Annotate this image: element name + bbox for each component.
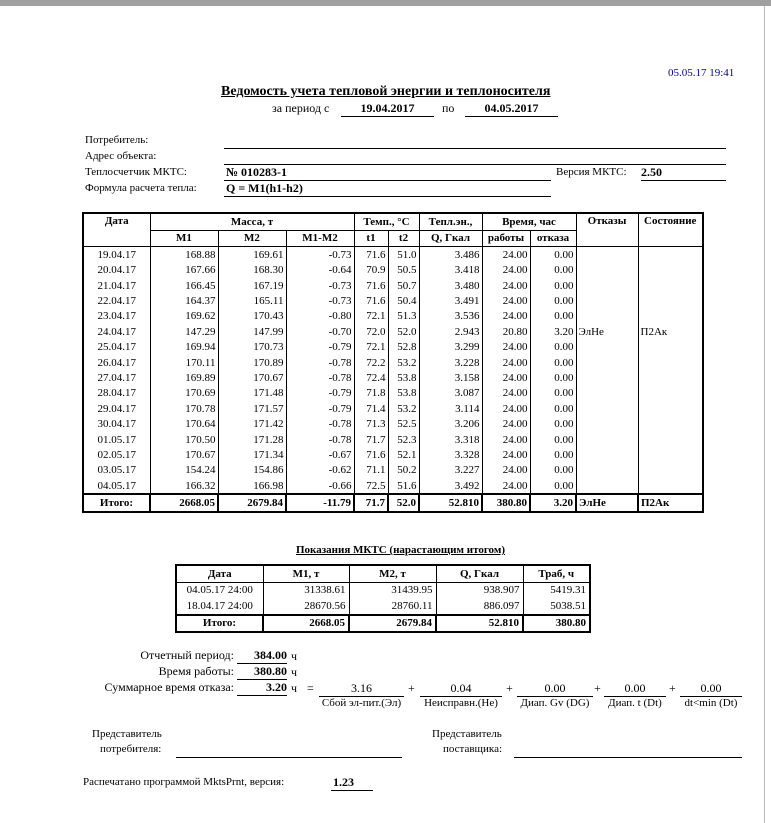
row-fail: 0.00 xyxy=(530,247,576,263)
window-top-border xyxy=(0,0,771,6)
row-m2: 166.98 xyxy=(218,478,286,494)
row-m2: 171.57 xyxy=(218,401,286,416)
row-m1: 168.88 xyxy=(150,247,218,263)
mkts-cell-date: 18.04.17 24:00 xyxy=(176,598,263,615)
row-date: 01.05.17 xyxy=(83,432,150,447)
row-work: 24.00 xyxy=(482,247,530,263)
part-dtmin-caption: dt<min (Dt) xyxy=(684,697,738,709)
part-dt-caption: Диап. t (Dt) xyxy=(608,697,662,709)
row-m1m2: -0.78 xyxy=(286,432,354,447)
table-row xyxy=(83,478,703,494)
mkts-title: Показания МКТС (нарастающим итогом) xyxy=(296,544,505,556)
row-failures xyxy=(576,447,638,462)
col-temp: Темп., °С xyxy=(354,213,419,230)
row-state xyxy=(638,293,703,308)
row-m2: 169.61 xyxy=(218,247,286,263)
mkts-cell-date: 04.05.17 24:00 xyxy=(176,582,263,598)
row-fail: 3.20 xyxy=(530,324,576,339)
mkts-row xyxy=(176,582,590,598)
row-t2: 53.8 xyxy=(388,370,419,385)
table-row xyxy=(83,340,703,355)
row-t2: 50.7 xyxy=(388,278,419,293)
row-work: 24.00 xyxy=(482,416,530,431)
table-row xyxy=(83,447,703,462)
row-t1: 72.1 xyxy=(354,309,388,324)
row-t1: 72.4 xyxy=(354,370,388,385)
row-t2: 51.3 xyxy=(388,309,419,324)
row-q: 3.418 xyxy=(419,263,482,278)
mk-col-m2: M2, т xyxy=(349,565,436,582)
row-state xyxy=(638,278,703,293)
mk-col-t: Траб, ч xyxy=(523,565,590,582)
report-period-label: Отчетный период: xyxy=(140,648,234,662)
mkts-cell-q: 886.097 xyxy=(436,598,523,615)
table-row xyxy=(83,293,703,308)
part-el-caption: Сбой эл-пит.(Эл) xyxy=(321,697,402,709)
total-m1m2: -11.79 xyxy=(286,494,354,511)
row-q: 3.114 xyxy=(419,401,482,416)
formula-line xyxy=(224,196,551,197)
row-t2: 53.8 xyxy=(388,386,419,401)
row-date: 29.04.17 xyxy=(83,401,150,416)
row-t1: 71.6 xyxy=(354,447,388,462)
row-t1: 72.5 xyxy=(354,478,388,494)
col-mass: Масса, т xyxy=(150,213,354,230)
row-work: 24.00 xyxy=(482,463,530,478)
row-t2: 52.8 xyxy=(388,340,419,355)
row-m1: 166.32 xyxy=(150,478,218,494)
total-state: П2Ак xyxy=(638,494,703,511)
row-work: 24.00 xyxy=(482,309,530,324)
row-t1: 71.6 xyxy=(354,247,388,263)
plus-3: + xyxy=(594,681,601,695)
row-failures xyxy=(576,355,638,370)
mkts-row xyxy=(176,598,590,615)
footer-label: Распечатано программой MktsPrnt, версия: xyxy=(83,776,285,788)
row-failures xyxy=(576,370,638,385)
version-value: 2.50 xyxy=(641,165,726,181)
mkts-cell-m2: 28760.11 xyxy=(349,598,436,615)
row-fail: 0.00 xyxy=(530,447,576,462)
row-q: 3.480 xyxy=(419,278,482,293)
row-m1m2: -0.78 xyxy=(286,370,354,385)
mkts-total-t: 380.80 xyxy=(523,615,590,633)
row-failures xyxy=(576,463,638,478)
row-failures xyxy=(576,309,638,324)
row-q: 3.486 xyxy=(419,247,482,263)
row-failures xyxy=(576,478,638,494)
row-t2: 51.6 xyxy=(388,478,419,494)
row-m1: 169.89 xyxy=(150,370,218,385)
row-m2: 171.28 xyxy=(218,432,286,447)
row-t2: 53.2 xyxy=(388,401,419,416)
total-label: Итого: xyxy=(83,494,150,511)
row-work: 20.80 xyxy=(482,324,530,339)
row-failures xyxy=(576,432,638,447)
period-from-value: 19.04.2017 xyxy=(341,101,434,117)
row-t1: 72.2 xyxy=(354,355,388,370)
row-m2: 170.89 xyxy=(218,355,286,370)
total-m2: 2679.84 xyxy=(218,494,286,511)
row-m1m2: -0.64 xyxy=(286,263,354,278)
part-ne-caption: Неисправн.(Не) xyxy=(424,697,498,709)
total-m1: 2668.05 xyxy=(150,494,218,511)
table-body xyxy=(83,247,703,495)
row-t2: 52.5 xyxy=(388,416,419,431)
row-m1: 170.11 xyxy=(150,355,218,370)
report-period-unit: ч xyxy=(291,649,298,663)
row-state xyxy=(638,386,703,401)
row-state xyxy=(638,263,703,278)
part-dt-value: 0.00 xyxy=(604,681,666,697)
mk-col-q: Q, Гкал xyxy=(436,565,523,582)
meter-label: Теплосчетчик МКТС: xyxy=(85,166,187,178)
row-date: 22.04.17 xyxy=(83,293,150,308)
row-m2: 170.43 xyxy=(218,309,286,324)
total-work: 380.80 xyxy=(482,494,530,511)
table-row xyxy=(83,386,703,401)
row-state: П2Ак xyxy=(638,324,703,339)
mkts-cell-m1: 28670.56 xyxy=(263,598,349,615)
row-t2: 51.0 xyxy=(388,247,419,263)
row-failures xyxy=(576,416,638,431)
row-date: 03.05.17 xyxy=(83,463,150,478)
row-m1m2: -0.62 xyxy=(286,463,354,478)
row-state xyxy=(638,478,703,494)
row-work: 24.00 xyxy=(482,386,530,401)
row-q: 3.328 xyxy=(419,447,482,462)
row-fail: 0.00 xyxy=(530,463,576,478)
row-m2: 147.99 xyxy=(218,324,286,339)
table-row xyxy=(83,432,703,447)
period-to-value: 04.05.2017 xyxy=(465,101,558,117)
col-work: работы xyxy=(482,230,530,247)
row-state xyxy=(638,447,703,462)
supplier-rep-line2: поставщика: xyxy=(443,743,503,755)
consumer-line xyxy=(224,148,726,149)
col-date: Дата xyxy=(83,213,150,247)
row-m1m2: -0.79 xyxy=(286,401,354,416)
row-q: 3.492 xyxy=(419,478,482,494)
row-q: 3.318 xyxy=(419,432,482,447)
row-t2: 52.0 xyxy=(388,324,419,339)
row-work: 24.00 xyxy=(482,340,530,355)
total-t1: 71.7 xyxy=(354,494,388,511)
mkts-total-row xyxy=(176,615,590,633)
row-m1m2: -0.70 xyxy=(286,324,354,339)
consumer-signature-line xyxy=(176,757,402,758)
row-t1: 72.0 xyxy=(354,324,388,339)
row-failures: ЭлНе xyxy=(576,324,638,339)
row-date: 27.04.17 xyxy=(83,370,150,385)
row-work: 24.00 xyxy=(482,401,530,416)
row-q: 3.227 xyxy=(419,463,482,478)
row-m1: 164.37 xyxy=(150,293,218,308)
table-row xyxy=(83,463,703,478)
row-m2: 171.42 xyxy=(218,416,286,431)
row-m1: 167.66 xyxy=(150,263,218,278)
row-m1m2: -0.80 xyxy=(286,309,354,324)
total-q: 52.810 xyxy=(419,494,482,511)
row-state xyxy=(638,247,703,263)
row-m1: 147.29 xyxy=(150,324,218,339)
row-q: 3.087 xyxy=(419,386,482,401)
row-work: 24.00 xyxy=(482,370,530,385)
meter-value: № 010283-1 xyxy=(226,165,288,179)
row-state xyxy=(638,340,703,355)
mkts-cell-q: 938.907 xyxy=(436,582,523,598)
row-t1: 70.9 xyxy=(354,263,388,278)
part-dtmin-value: 0.00 xyxy=(680,681,742,697)
row-t2: 52.1 xyxy=(388,447,419,462)
row-m2: 167.19 xyxy=(218,278,286,293)
period-from-label: за период с xyxy=(272,101,330,115)
row-work: 24.00 xyxy=(482,293,530,308)
table-row xyxy=(83,247,703,263)
row-m1m2: -0.73 xyxy=(286,293,354,308)
row-date: 21.04.17 xyxy=(83,278,150,293)
row-m2: 168.30 xyxy=(218,263,286,278)
row-work: 24.00 xyxy=(482,447,530,462)
row-q: 3.299 xyxy=(419,340,482,355)
mk-col-date: Дата xyxy=(176,565,263,582)
row-fail: 0.00 xyxy=(530,478,576,494)
row-date: 28.04.17 xyxy=(83,386,150,401)
mkts-total-q: 52.810 xyxy=(436,615,523,633)
row-q: 2.943 xyxy=(419,324,482,339)
row-fail: 0.00 xyxy=(530,263,576,278)
consumer-rep-line2: потребителя: xyxy=(100,743,162,755)
row-work: 24.00 xyxy=(482,432,530,447)
row-failures xyxy=(576,293,638,308)
row-work: 24.00 xyxy=(482,278,530,293)
col-q: Q, Гкал xyxy=(419,230,482,247)
row-work: 24.00 xyxy=(482,263,530,278)
row-m1: 154.24 xyxy=(150,463,218,478)
row-q: 3.228 xyxy=(419,355,482,370)
mkts-table xyxy=(175,564,591,633)
row-t1: 71.7 xyxy=(354,432,388,447)
col-t2: t2 xyxy=(388,230,419,247)
col-m1m2: M1-M2 xyxy=(286,230,354,247)
scrollbar-edge xyxy=(764,6,765,823)
row-state xyxy=(638,416,703,431)
part-ne-value: 0.04 xyxy=(420,681,502,697)
row-m2: 165.11 xyxy=(218,293,286,308)
row-t1: 71.3 xyxy=(354,416,388,431)
col-heat: Тепл.эн., xyxy=(419,213,482,230)
supplier-rep-line1: Представитель xyxy=(432,728,502,740)
plus-2: + xyxy=(506,681,513,695)
row-m1: 170.64 xyxy=(150,416,218,431)
col-m1: M1 xyxy=(150,230,218,247)
row-t2: 50.4 xyxy=(388,293,419,308)
row-state xyxy=(638,401,703,416)
total-row xyxy=(83,494,703,511)
col-m2: M2 xyxy=(218,230,286,247)
table-row xyxy=(83,263,703,278)
document-title: Ведомость учета тепловой энергии и теплоносителя xyxy=(221,84,551,99)
row-m1m2: -0.79 xyxy=(286,340,354,355)
row-fail: 0.00 xyxy=(530,278,576,293)
fail-time-value: 3.20 xyxy=(237,680,287,696)
row-m2: 170.67 xyxy=(218,370,286,385)
table-row xyxy=(83,416,703,431)
mkts-cell-m1: 31338.61 xyxy=(263,582,349,598)
row-q: 3.491 xyxy=(419,293,482,308)
row-fail: 0.00 xyxy=(530,386,576,401)
row-m1: 170.67 xyxy=(150,447,218,462)
row-m1: 169.62 xyxy=(150,309,218,324)
version-label: Версия МКТС: xyxy=(556,166,627,178)
row-m1: 166.45 xyxy=(150,278,218,293)
consumer-label: Потребитель: xyxy=(85,134,149,146)
row-fail: 0.00 xyxy=(530,340,576,355)
row-m2: 171.48 xyxy=(218,386,286,401)
row-m1m2: -0.78 xyxy=(286,416,354,431)
mkts-cell-t: 5038.51 xyxy=(523,598,590,615)
row-fail: 0.00 xyxy=(530,401,576,416)
row-t2: 50.5 xyxy=(388,263,419,278)
report-period-value: 384.00 xyxy=(237,648,287,664)
row-t1: 71.1 xyxy=(354,463,388,478)
formula-label: Формула расчета тепла: xyxy=(85,182,197,194)
mkts-total-m2: 2679.84 xyxy=(349,615,436,633)
row-date: 20.04.17 xyxy=(83,263,150,278)
part-el-value: 3.16 xyxy=(319,681,404,697)
supplier-signature-line xyxy=(514,757,742,758)
row-fail: 0.00 xyxy=(530,293,576,308)
col-fail: отказа xyxy=(530,230,576,247)
consumer-rep-line1: Представитель xyxy=(92,728,162,740)
row-m1: 170.69 xyxy=(150,386,218,401)
row-fail: 0.00 xyxy=(530,370,576,385)
plus-1: + xyxy=(408,681,415,695)
row-m1: 169.94 xyxy=(150,340,218,355)
table-row xyxy=(83,355,703,370)
row-failures xyxy=(576,278,638,293)
row-state xyxy=(638,432,703,447)
row-m2: 170.73 xyxy=(218,340,286,355)
table-row xyxy=(83,324,703,339)
total-fail: 3.20 xyxy=(530,494,576,511)
print-timestamp: 05.05.17 19:41 xyxy=(668,67,735,79)
heat-records-table xyxy=(82,212,704,513)
row-q: 3.158 xyxy=(419,370,482,385)
row-date: 25.04.17 xyxy=(83,340,150,355)
footer-version: 1.23 xyxy=(331,775,373,791)
row-state xyxy=(638,370,703,385)
row-m1: 170.78 xyxy=(150,401,218,416)
plus-4: + xyxy=(669,681,676,695)
mkts-total-label: Итого: xyxy=(176,615,263,633)
row-t2: 50.2 xyxy=(388,463,419,478)
table-row xyxy=(83,309,703,324)
row-date: 19.04.17 xyxy=(83,247,150,263)
work-time-label: Время работы: xyxy=(158,664,234,678)
mk-col-m1: M1, т xyxy=(263,565,349,582)
row-t1: 71.6 xyxy=(354,278,388,293)
formula-value: Q = M1(h1-h2) xyxy=(226,181,303,195)
row-m2: 171.34 xyxy=(218,447,286,462)
row-work: 24.00 xyxy=(482,355,530,370)
row-date: 23.04.17 xyxy=(83,309,150,324)
fail-time-unit: ч xyxy=(291,681,298,695)
total-t2: 52.0 xyxy=(388,494,419,511)
row-date: 24.04.17 xyxy=(83,324,150,339)
part-dg-value: 0.00 xyxy=(517,681,593,697)
row-work: 24.00 xyxy=(482,478,530,494)
mkts-cell-t: 5419.31 xyxy=(523,582,590,598)
row-t2: 53.2 xyxy=(388,355,419,370)
row-state xyxy=(638,309,703,324)
period-to-label: по xyxy=(442,101,455,115)
row-t1: 72.1 xyxy=(354,340,388,355)
row-state xyxy=(638,355,703,370)
mkts-total-m1: 2668.05 xyxy=(263,615,349,633)
mkts-cell-m2: 31439.95 xyxy=(349,582,436,598)
row-m1m2: -0.73 xyxy=(286,247,354,263)
row-date: 26.04.17 xyxy=(83,355,150,370)
row-m1m2: -0.78 xyxy=(286,355,354,370)
mkts-body xyxy=(176,582,590,615)
row-fail: 0.00 xyxy=(530,416,576,431)
row-t1: 71.6 xyxy=(354,293,388,308)
col-failures: Отказы xyxy=(576,213,638,247)
col-t1: t1 xyxy=(354,230,388,247)
row-state xyxy=(638,463,703,478)
work-time-unit: ч xyxy=(291,665,298,679)
row-m1m2: -0.67 xyxy=(286,447,354,462)
row-date: 30.04.17 xyxy=(83,416,150,431)
table-row xyxy=(83,370,703,385)
row-m1: 170.50 xyxy=(150,432,218,447)
row-m2: 154.86 xyxy=(218,463,286,478)
part-dg-caption: Диап. Gv (DG) xyxy=(520,697,590,709)
col-state: Состояние xyxy=(638,213,703,247)
table-row xyxy=(83,278,703,293)
row-t1: 71.4 xyxy=(354,401,388,416)
row-t2: 52.3 xyxy=(388,432,419,447)
row-t1: 71.8 xyxy=(354,386,388,401)
row-m1m2: -0.66 xyxy=(286,478,354,494)
row-failures xyxy=(576,386,638,401)
col-time: Время, час xyxy=(482,213,576,230)
row-failures xyxy=(576,263,638,278)
row-q: 3.206 xyxy=(419,416,482,431)
address-label: Адрес объекта: xyxy=(85,150,157,162)
row-fail: 0.00 xyxy=(530,355,576,370)
row-fail: 0.00 xyxy=(530,432,576,447)
row-q: 3.536 xyxy=(419,309,482,324)
row-m1m2: -0.73 xyxy=(286,278,354,293)
row-date: 04.05.17 xyxy=(83,478,150,494)
row-failures xyxy=(576,401,638,416)
total-failures: ЭлНе xyxy=(576,494,638,511)
row-date: 02.05.17 xyxy=(83,447,150,462)
table-row xyxy=(83,401,703,416)
work-time-value: 380.80 xyxy=(237,664,287,680)
row-m1m2: -0.79 xyxy=(286,386,354,401)
fail-time-label: Суммарное время отказа: xyxy=(104,680,234,694)
row-failures xyxy=(576,247,638,263)
row-fail: 0.00 xyxy=(530,309,576,324)
equals-sign: = xyxy=(307,681,314,695)
row-failures xyxy=(576,340,638,355)
